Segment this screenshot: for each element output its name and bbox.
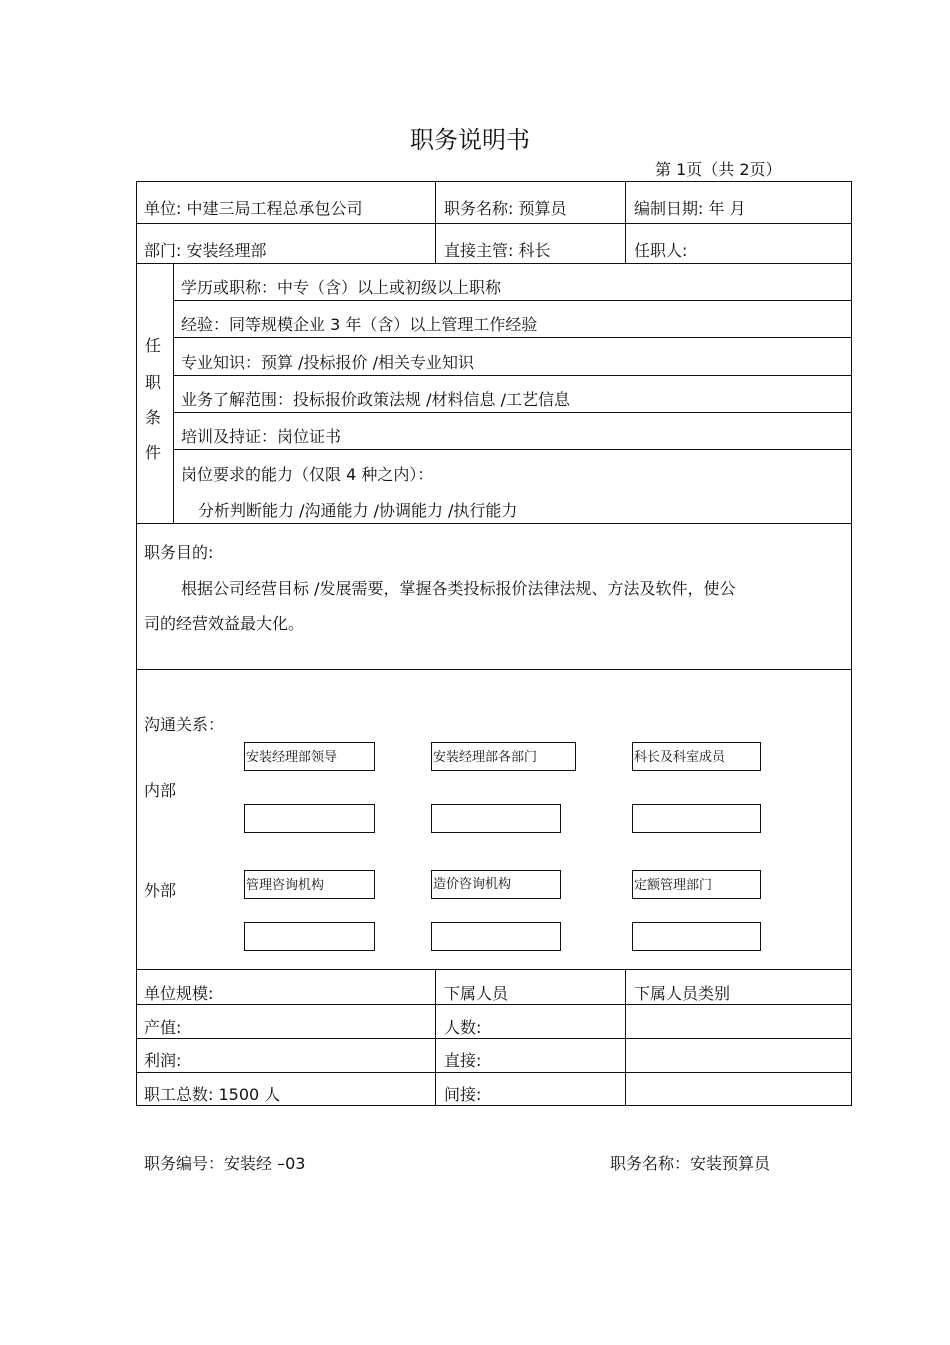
business-scope-requirement: 业务了解范围：投标报价政策法规 /材料信息 /工艺信息 xyxy=(181,390,570,409)
row-divider xyxy=(173,449,852,450)
empty-contact-box xyxy=(431,804,561,833)
abilities-label: 岗位要求的能力（仅限 4 种之内）： xyxy=(181,465,434,484)
output-value-field: 产值: xyxy=(144,1018,182,1037)
empty-contact-box xyxy=(244,922,375,951)
purpose-text-line-1: 根据公司经营目标 /发展需要，掌握各类投标报价法律法规、方法及软件，使公 xyxy=(181,579,736,598)
row-divider xyxy=(173,300,852,301)
page-number: 第 1页（共 2页） xyxy=(655,160,782,179)
headcount-field: 人数: xyxy=(444,1018,482,1037)
purpose-text-line-2: 司的经营效益最大化。 xyxy=(144,614,305,633)
row-divider xyxy=(136,1038,852,1039)
profit-field: 利润: xyxy=(144,1051,182,1070)
row-divider xyxy=(136,1072,852,1073)
row-divider xyxy=(136,223,852,224)
knowledge-requirement: 专业知识：预算 /投标报价 /相关专业知识 xyxy=(181,353,474,372)
external-label: 外部 xyxy=(144,881,177,900)
external-contact-box: 管理咨询机构 xyxy=(244,870,375,899)
row-divider xyxy=(173,375,852,376)
unit-field: 单位: 中建三局工程总承包公司 xyxy=(144,199,363,218)
compile-date-field: 编制日期: 年 月 xyxy=(634,199,746,218)
qualifications-label-char: 职 xyxy=(145,373,162,392)
total-staff-field: 职工总数: 1500 人 xyxy=(144,1085,281,1104)
internal-contact-box: 科长及科室成员 xyxy=(632,742,761,771)
internal-label: 内部 xyxy=(144,781,177,800)
job-code: 职务编号：安装经 –03 xyxy=(144,1154,306,1173)
qualifications-label-char: 条 xyxy=(145,408,162,427)
internal-contact-box: 安装经理部各部门 xyxy=(431,742,576,771)
row-divider xyxy=(136,263,852,264)
column-divider xyxy=(435,181,436,263)
row-divider xyxy=(136,969,852,970)
incumbent-field: 任职人: xyxy=(634,241,688,260)
row-divider xyxy=(173,337,852,338)
row-divider xyxy=(136,1004,852,1005)
job-title-footer: 职务名称：安装预算员 xyxy=(610,1154,771,1173)
external-contact-box: 造价咨询机构 xyxy=(431,870,561,899)
indirect-field: 间接: xyxy=(444,1085,482,1104)
education-requirement: 学历或职称：中专（含）以上或初级以上职称 xyxy=(181,278,502,297)
subordinates-header: 下属人员 xyxy=(444,984,509,1003)
external-contact-box: 定额管理部门 xyxy=(632,870,761,899)
column-divider xyxy=(435,969,436,1106)
abilities-list: 分析判断能力 /沟通能力 /协调能力 /执行能力 xyxy=(198,501,518,520)
page-title: 职务说明书 xyxy=(410,126,530,154)
column-divider xyxy=(173,263,174,523)
empty-contact-box xyxy=(632,922,761,951)
purpose-label: 职务目的: xyxy=(144,543,214,562)
subordinate-types-header: 下属人员类别 xyxy=(634,984,731,1003)
qualifications-label-char: 任 xyxy=(145,336,162,355)
empty-contact-box xyxy=(431,922,561,951)
empty-contact-box xyxy=(632,804,761,833)
supervisor-field: 直接主管: 科长 xyxy=(444,241,551,260)
row-divider xyxy=(136,669,852,670)
column-divider xyxy=(625,969,626,1106)
department-field: 部门: 安装经理部 xyxy=(144,241,267,260)
internal-contact-box: 安装经理部领导 xyxy=(244,742,375,771)
training-requirement: 培训及持证：岗位证书 xyxy=(181,427,342,446)
unit-scale-label: 单位规模: xyxy=(144,984,214,1003)
direct-field: 直接: xyxy=(444,1051,482,1070)
qualifications-label-char: 件 xyxy=(145,443,162,462)
communication-label: 沟通关系： xyxy=(144,715,225,734)
row-divider xyxy=(173,412,852,413)
empty-contact-box xyxy=(244,804,375,833)
job-name-field: 职务名称: 预算员 xyxy=(444,199,567,218)
experience-requirement: 经验：同等规模企业 3 年（含）以上管理工作经验 xyxy=(181,315,538,334)
row-divider xyxy=(136,523,852,524)
column-divider xyxy=(625,181,626,263)
